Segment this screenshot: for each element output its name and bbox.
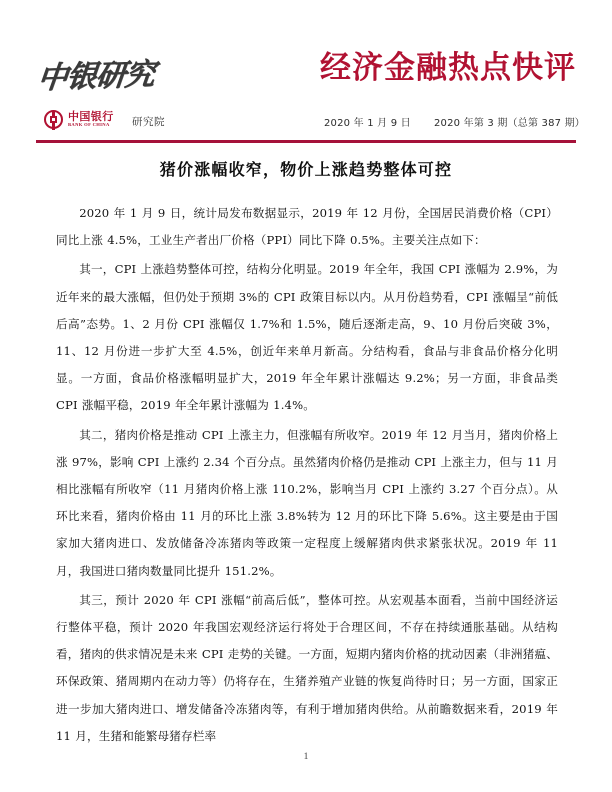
- masthead: [35, 48, 585, 144]
- paragraph: 其一，CPI 上涨趋势整体可控，结构分化明显。2019 年全年，我国 CPI 涨幅为 2.9%，为近年来的最大涨幅，但仍处于预期 3%的 CPI 政策目标以内。从月份趋势看，CPI 涨幅呈“前低后高”态势。1、2 月份 CPI 涨幅仅 1.7%和 1.5%，随后逐渐走高，9、10 月份后突破 3%，11、12 月份进一步扩大至 4.5%，创近年来单月新高。分结构看，食品与非食品价格分化明显。一方面，食品价格涨幅明显扩大，2019 年全年累计涨幅达 9.2%；另一方面，非食品类 CPI 涨幅平稳，2019 年全年累计涨幅为 1.4%。: [56, 262, 558, 413]
- bank-name-cn: 中国银行: [68, 109, 114, 123]
- masthead-subheader: [36, 108, 585, 138]
- paragraph: 其二，猪肉价格是推动 CPI 上涨主力，但涨幅有所收窄。2019 年 12 月当月，猪肉价格上涨 97%，影响 CPI 上涨约 2.34 个百分点。虽然猪肉价格仍是推动 CPI 上涨主力，但与 11 月相比涨幅有所收窄（11 月猪肉价格上涨 110.2%，影响当月 CPI 上涨约 3.27 个百分点）。从环比来看，猪肉价格由 11 月的环比上涨 3.8%转为 12 月的环比下降 5.6%。这主要是由于国家加大猪肉进口、发放储备冷冻猪肉等政策一定程度上缓解猪肉供求紧张状况。2019 年 11 月，我国进口猪肉数量同比提升 151.2%。: [56, 427, 558, 578]
- issue-number: 2020 年第 3 期（总第 387 期）: [434, 118, 585, 129]
- boc-coin-icon: [44, 110, 63, 129]
- document-body: [56, 200, 558, 750]
- publication-title: 经济金融热点快评: [320, 50, 576, 86]
- brush-calligraphy-logo: [35, 50, 198, 97]
- page-title: 猪价涨幅收窄，物价上涨趋势整体可控: [159, 160, 453, 179]
- bank-name-en: BANK OF CHINA: [68, 122, 110, 128]
- department-label: 研究院: [132, 116, 165, 128]
- page-number: 1: [303, 752, 309, 762]
- masthead-divider: [36, 140, 576, 143]
- paragraph: 2020 年 1 月 9 日，统计局发布数据显示，2019 年 12 月份，全国居民消费价格（CPI）同比上涨 4.5%，工业生产者出厂价格（PPI）同比下降 0.5%。主要关注点如下：: [56, 206, 558, 248]
- bank-of-china-logo: [44, 110, 114, 129]
- brush-logo-text: 中银研究: [35, 56, 156, 97]
- paragraph: 其三，预计 2020 年 CPI 涨幅“前高后低”，整体可控。从宏观基本面看，当前中国经济运行整体平稳，预计 2020 年我国宏观经济运行将处于合理区间，不存在持续通胀基础。从结构看，猪肉的供求情况是未来 CPI 走势的关键。一方面，短期内猪肉价格的扰动因素（非洲猪瘟、环保政策、猪周期内在动力等）仍将存在，生猪养殖产业链的恢复尚待时日；另一方面，国家正进一步加大猪肉进口、增发储备冷冻猪肉等，有利于增加猪肉供给。从前瞻数据来看，2019 年 11 月，生猪和能繁母猪存栏率: [56, 592, 558, 743]
- issue-date: 2020 年 1 月 9 日: [324, 118, 411, 129]
- bank-name-block: [68, 111, 114, 128]
